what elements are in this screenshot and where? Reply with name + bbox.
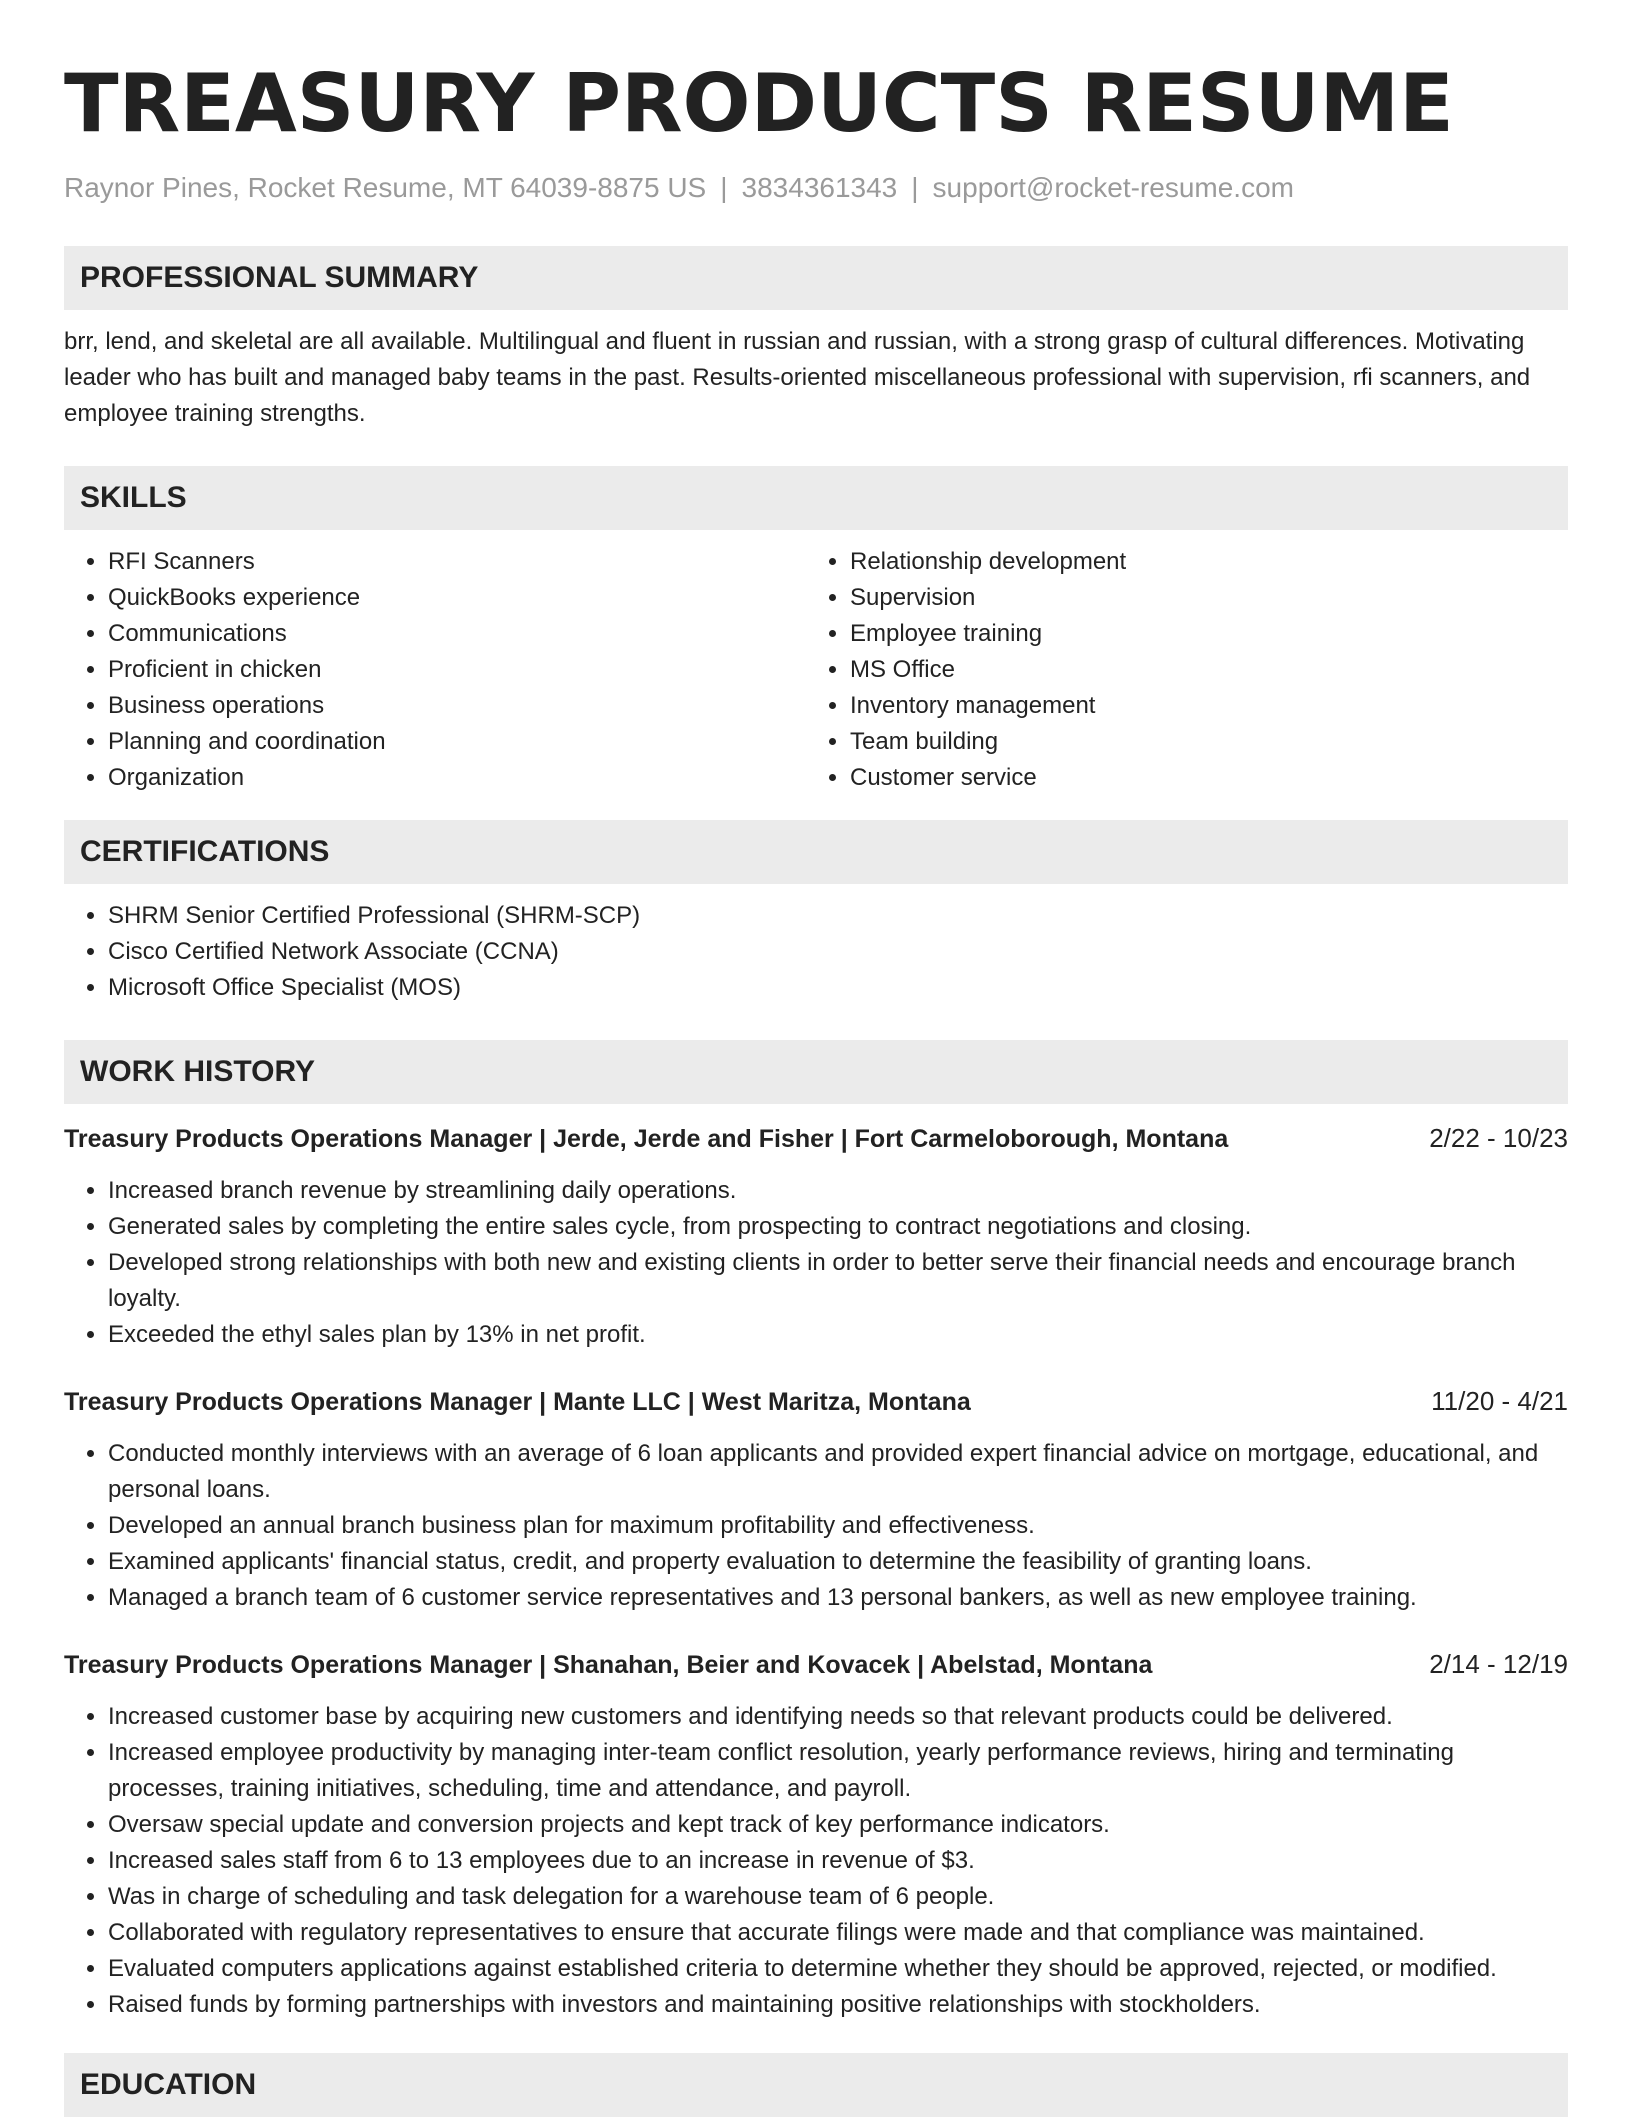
job-bullets — [64, 1173, 1568, 1353]
certification-item: • Microsoft Office Specialist (MOS) — [108, 970, 1568, 1006]
job-bullets — [64, 1436, 1568, 1616]
job-dates: 11/20 - 4/21 — [1431, 1386, 1568, 1416]
contact-phone: 3834361343 — [741, 172, 898, 203]
skill-item: • Communications — [108, 616, 806, 652]
job-bullet: • Raised funds by forming partnerships with investors and maintaining positive relationships with stockholders. — [108, 1987, 1568, 2023]
skill-item: • Supervision — [850, 580, 1548, 616]
job-bullet: • Developed an annual branch business plan for maximum profitability and effectiveness. — [108, 1508, 1568, 1544]
skill-item: • Planning and coordination — [108, 724, 806, 760]
job-bullet: • Developed strong relationships with both new and existing clients in order to better serve their financial needs and encourage branch loyalty. — [108, 1245, 1568, 1317]
skill-item: • Inventory management — [850, 688, 1548, 724]
job-bullet: • Increased branch revenue by streamlining daily operations. — [108, 1173, 1568, 1209]
job-bullet: • Increased sales staff from 6 to 13 employees due to an increase in revenue of $3. — [108, 1843, 1568, 1879]
job-title: Treasury Products Operations Manager | Jerde, Jerde and Fisher | Fort Carmeloborough, Montana — [64, 1125, 1229, 1153]
job-bullet: • Exceeded the ethyl sales plan by 13% in net profit. — [108, 1317, 1568, 1353]
contact-separator: | — [720, 172, 728, 203]
contact-address: Raynor Pines, Rocket Resume, MT 64039-8875 US — [64, 172, 707, 203]
education-heading: EDUCATION — [64, 2053, 1568, 2117]
summary-text: brr, lend, and skeletal are all available. Multilingual and fluent in russian and russian, with a strong grasp of cultural differences. Motivating leader who has built and managed baby teams in the past. Results-oriented miscellaneous professional with supervision, rfi scanners, and employee training strengths. — [64, 328, 1531, 427]
job-dates: 2/22 - 10/23 — [1429, 1123, 1568, 1153]
job-header — [64, 1383, 1568, 1420]
job-bullet: • Evaluated computers applications against established criteria to determine whether they should be approved, rejected, or modified. — [108, 1951, 1568, 1987]
skill-item: • Team building — [850, 724, 1548, 760]
job-entry — [64, 1646, 1568, 2023]
job-bullet: • Oversaw special update and conversion projects and kept track of key performance indicators. — [108, 1807, 1568, 1843]
job-entry — [64, 1120, 1568, 1353]
job-bullet: • Collaborated with regulatory representatives to ensure that accurate filings were made and that compliance was maintained. — [108, 1915, 1568, 1951]
skills-left-list — [64, 544, 806, 796]
job-bullet: • Generated sales by completing the entire sales cycle, from prospecting to contract negotiations and closing. — [108, 1209, 1568, 1245]
certification-item: • SHRM Senior Certified Professional (SHRM-SCP) — [108, 898, 1568, 934]
skill-item: • Customer service — [850, 760, 1548, 796]
job-title: Treasury Products Operations Manager | Mante LLC | West Maritza, Montana — [64, 1388, 971, 1416]
skill-item: • Business operations — [108, 688, 806, 724]
job-bullet: • Increased employee productivity by managing inter-team conflict resolution, yearly performance reviews, hiring and terminating processes, training initiatives, scheduling, time and attendance, and payroll. — [108, 1735, 1568, 1807]
skill-item: • Relationship development — [850, 544, 1548, 580]
job-entry — [64, 1383, 1568, 1616]
job-bullets — [64, 1699, 1568, 2023]
job-bullet: • Examined applicants' financial status, credit, and property evaluation to determine the feasibility of granting loans. — [108, 1544, 1568, 1580]
job-bullet: • Managed a branch team of 6 customer service representatives and 13 personal bankers, as well as new employee training. — [108, 1580, 1568, 1616]
certification-item: • Cisco Certified Network Associate (CCNA) — [108, 934, 1568, 970]
skills-grid — [64, 544, 1568, 796]
skill-item: • Organization — [108, 760, 806, 796]
job-bullet: • Was in charge of scheduling and task delegation for a warehouse team of 6 people. — [108, 1879, 1568, 1915]
summary-heading: PROFESSIONAL SUMMARY — [64, 246, 1568, 310]
skill-item: • Proficient in chicken — [108, 652, 806, 688]
certifications-list — [64, 898, 1568, 1006]
certifications-heading: CERTIFICATIONS — [64, 820, 1568, 884]
contact-line — [64, 168, 1568, 208]
job-dates: 2/14 - 12/19 — [1429, 1649, 1568, 1679]
contact-email: support@rocket-resume.com — [932, 172, 1294, 203]
skills-right-list — [806, 544, 1548, 796]
job-bullet: • Conducted monthly interviews with an average of 6 loan applicants and provided expert financial advice on mortgage, educational, and personal loans. — [108, 1436, 1568, 1508]
skill-item: • Employee training — [850, 616, 1548, 652]
job-bullet: • Increased customer base by acquiring new customers and identifying needs so that relevant products could be delivered. — [108, 1699, 1568, 1735]
skill-item: • QuickBooks experience — [108, 580, 806, 616]
skills-heading: SKILLS — [64, 466, 1568, 530]
work-history-heading: WORK HISTORY — [64, 1040, 1568, 1104]
contact-separator: | — [911, 172, 919, 203]
resume-title: TREASURY PRODUCTS RESUME — [64, 57, 1454, 150]
skill-item: • RFI Scanners — [108, 544, 806, 580]
job-header — [64, 1646, 1568, 1683]
job-header — [64, 1120, 1568, 1157]
skill-item: • MS Office — [850, 652, 1548, 688]
job-title: Treasury Products Operations Manager | Shanahan, Beier and Kovacek | Abelstad, Montana — [64, 1651, 1153, 1679]
